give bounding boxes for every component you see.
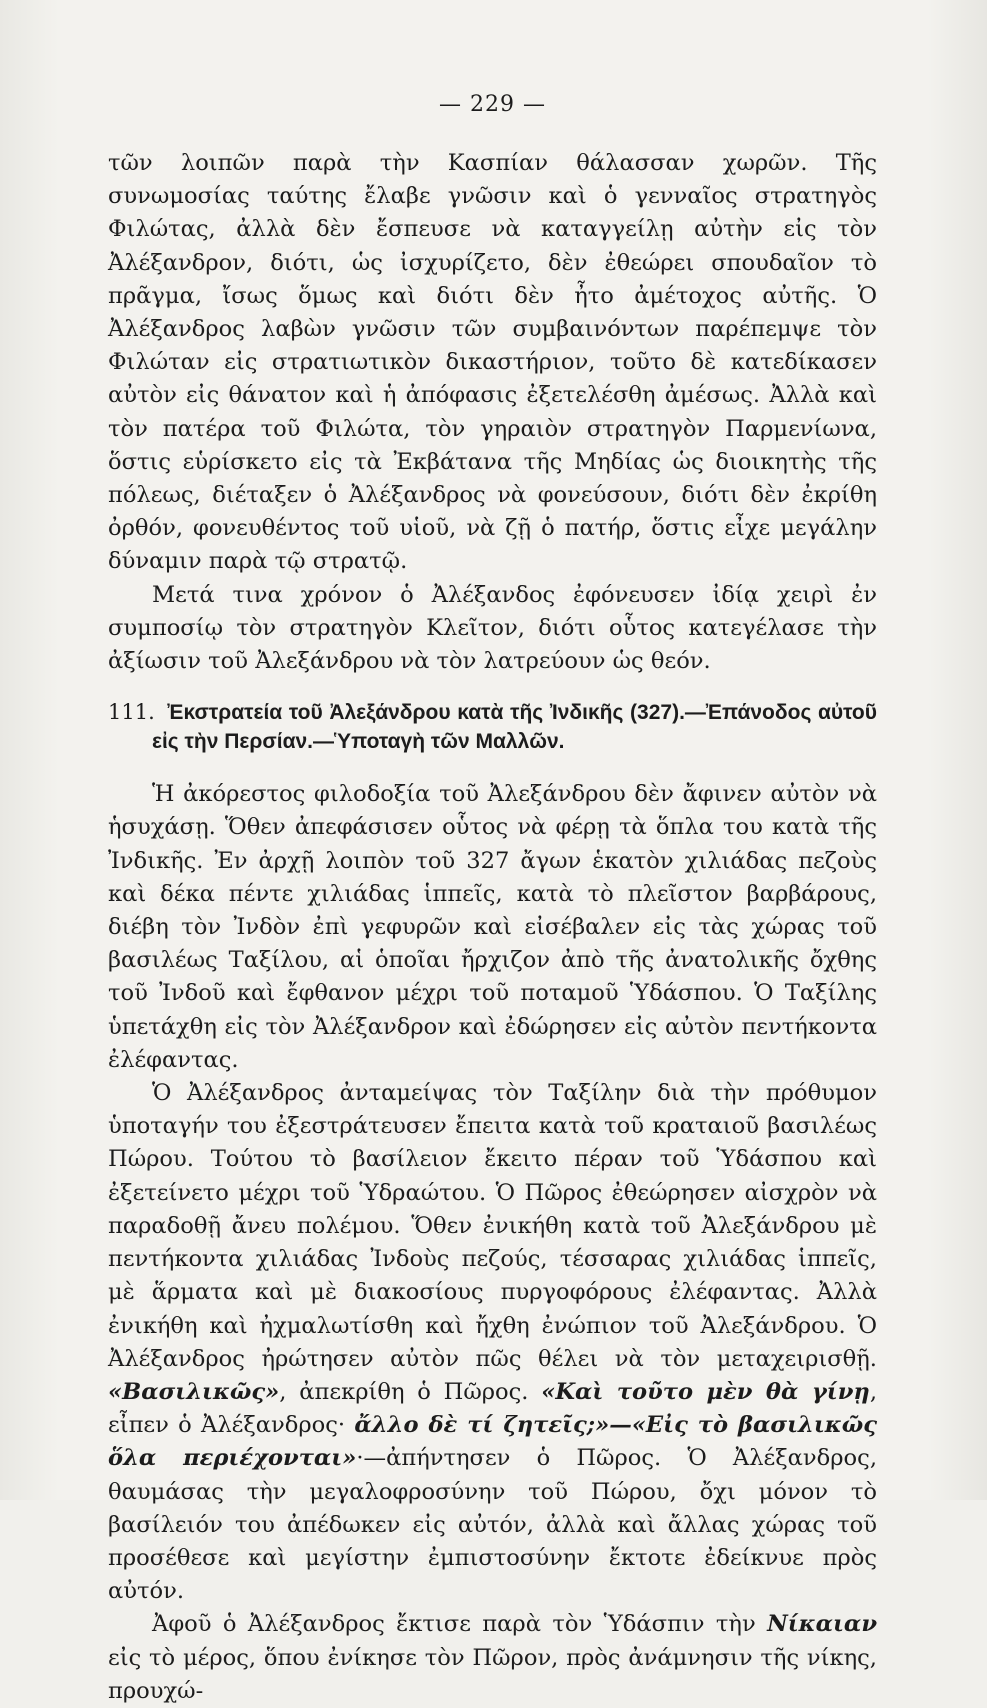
paragraph-2: Μετά τινα χρόνον ὁ Ἀλέξανδος ἐφόνευσεν ἰδίᾳ χειρὶ ἐν συμποσίῳ τὸν στρατηγὸν Κλεῖτον, διότι οὗτος κατεγέλασε τὴν ἀξίωσιν τοῦ Ἀλεξάνδρου νὰ τὸν λατρεύουν ὡς θεόν. [108, 581, 877, 675]
paragraph-3: Ἡ ἀκόρεστος φιλοδοξία τοῦ Ἀλεξάνδρου δὲν ἄφινεν αὐτὸν νὰ ἡσυχάσῃ. Ὅθεν ἀπεφάσισεν οὗτος νὰ φέρῃ τὰ ὅπλα του κατὰ τῆς Ἰνδικῆς. Ἐν ἀρχῇ λοιπὸν τοῦ 327 ἄγων ἑκατὸν χιλιάδας πεζοὺς καὶ δέκα πέντε χιλιάδας ἱππεῖς, κατὰ τὸ πλεῖστον βαρβάρους, διέβη τὸν Ἰνδὸν ἐπὶ γεφυρῶν καὶ εἰσέβαλεν εἰς τὰς χώρας τοῦ βασιλέως Ταξίλου, αἱ ὁποῖαι ἤρχιζον ἀπὸ τῆς ἀνατολικῆς ὄχθης τοῦ Ἰνδοῦ καὶ ἔφθανον μέχρι τοῦ ποταμοῦ Ὑδάσπου. Ὁ Ταξίλης ὑπετάχθη εἰς τὸν Ἀλέξανδρον καὶ ἐδώρησεν εἰς αὐτὸν πεντήκοντα ἐλέφαντας. [108, 781, 877, 1073]
paragraph-4-text-c: , εἶπεν ὁ Ἀλέξανδρος· [108, 1378, 877, 1439]
paragraph-4 [108, 1077, 877, 1608]
paragraph-5 [108, 1608, 877, 1708]
quote-kai-touto: «Καὶ τοῦτο μὲν θὰ γίνῃ [541, 1378, 870, 1405]
paragraph-5-text-a: Ἀφοῦ ὁ Ἀλέξανδρος ἔκτισε παρὰ τὸν Ὑδάσπιν τὴν [152, 1611, 768, 1638]
section-heading [108, 698, 877, 756]
page-number: — 229 — [439, 92, 546, 117]
paragraph-1: τῶν λοιπῶν παρὰ τὴν Κασπίαν θάλασσαν χωρῶν. Τῆς συνωμοσίας ταύτης ἔλαβε γνῶσιν καὶ ὁ γενναῖος στρατηγὸς Φιλώτας, ἀλλὰ δὲν ἔσπευσε νὰ καταγγείλῃ αὐτὴν εἰς τὸν Ἀλέξανδρον, διότι, ὡς ἰσχυρίζετο, δὲν ἐθεώρει σπουδαῖον τὸ πρᾶγμα, ἴσως ὅμως καὶ διότι δὲν ἦτο ἀμέτοχος αὐτῆς. Ὁ Ἀλέξανδρος λαβὼν γνῶσιν τῶν συμβαινόντων παρέπεμψε τὸν Φιλώταν εἰς στρατιωτικὸν δικαστήριον, τοῦτο δὲ κατεδίκασεν αὐτὸν εἰς θάνατον καὶ ἡ ἀπόφασις ἐξετελέσθη ἀμέσως. Ἀλλὰ καὶ τὸν πατέρα τοῦ Φιλώτα, τὸν γηραιὸν στρατηγὸν Παρμενίωνα, ὅστις εὑρίσκετο εἰς τὰ Ἐκβάτανα τῆς Μηδίας ὡς διοικητὴς τῆς πόλεως, διέταξεν ὁ Ἀλέξανδρος νὰ φονεύσουν, διότι δὲν ἐκρίθη ὀρθόν, φονευθέντος τοῦ υἱοῦ, νὰ ζῇ ὁ πατήρ, ὅστις εἶχε μεγάλην δύναμιν παρὰ τῷ στρατῷ. [108, 150, 877, 575]
section-number: 111. [108, 700, 155, 725]
section-title: Ἐκστρατεία τοῦ Ἀλεξάνδρου κατὰ τῆς Ἰνδικῆς (327).—Ἐπάνοδος αὐτοῦ εἰς τὴν Περσίαν.—Ὑποταγὴ τῶν Μαλλῶν. [152, 701, 877, 754]
paragraph-4-text-d: ·—ἀπήντησεν ὁ Πῶρος. Ὁ Ἀλέξανδρος, θαυμάσας τὴν μεγαλοφροσύνην τοῦ Πώρου, ὄχι μόνον τὸ βασίλειόν του ἀπέδωκεν εἰς αὐτόν, ἀλλὰ καὶ ἄλλας χώρας τοῦ προσέθεσε καὶ μεγίστην ἐμπιστοσύνην ἔκτοτε ἐδείκνυε πρὸς αὐτόν. [108, 1445, 877, 1605]
quote-basilikos: «Βασιλικῶς» [108, 1378, 280, 1405]
quote-allo-de: ἄλλο δὲ τί ζητεῖς;»—«Εἰς τὸ βασιλικῶς ὅλα περιέχονται» [108, 1412, 877, 1472]
paragraph-4-text-b: , ἀπεκρίθη ὁ Πῶρος. [279, 1378, 542, 1405]
paragraph-4-text-a: Ὁ Ἀλέξανδρος ἀνταμείψας τὸν Ταξίλην διὰ τὴν πρόθυμον ὑποταγήν του ἐξεστράτευσεν ἔπειτα κατὰ τοῦ κραταιοῦ βασιλέως Πώρου. Τούτου τὸ βασίλειον ἔκειτο πέραν τοῦ Ὑδάσπου καὶ ἐξετείνετο μέχρι τοῦ Ὑδραώτου. Ὁ Πῶρος ἐθεώρησεν αἰσχρὸν νὰ παραδοθῇ ἄνευ πολέμου. Ὅθεν ἐνικήθη κατὰ τοῦ Ἀλεξάνδρου μὲ πεντήκοντα χιλιάδας Ἰνδοὺς πεζούς, τέσσαρας χιλιάδας ἱππεῖς, μὲ ἅρματα καὶ μὲ διακοσίους πυργοφόρους ἐλέφαντας. Ἀλλὰ ἐνικήθη καὶ ἠχμαλωτίσθη καὶ ἤχθη ἐνώπιον τοῦ Ἀλεξάνδρου. Ὁ Ἀλέξανδρος ἠρώτησεν αὐτὸν πῶς θέλει νὰ τὸν μεταχειρισθῇ. [108, 1080, 877, 1372]
body-text [108, 147, 877, 1708]
emphasis-nikaian: Νίκαιαν [767, 1611, 877, 1638]
paragraph-5-text-b: εἰς τὸ μέρος, ὅπου ἐνίκησε τὸν Πῶρον, πρὸς ἀνάμνησιν τῆς νίκης, προυχώ- [108, 1644, 877, 1704]
